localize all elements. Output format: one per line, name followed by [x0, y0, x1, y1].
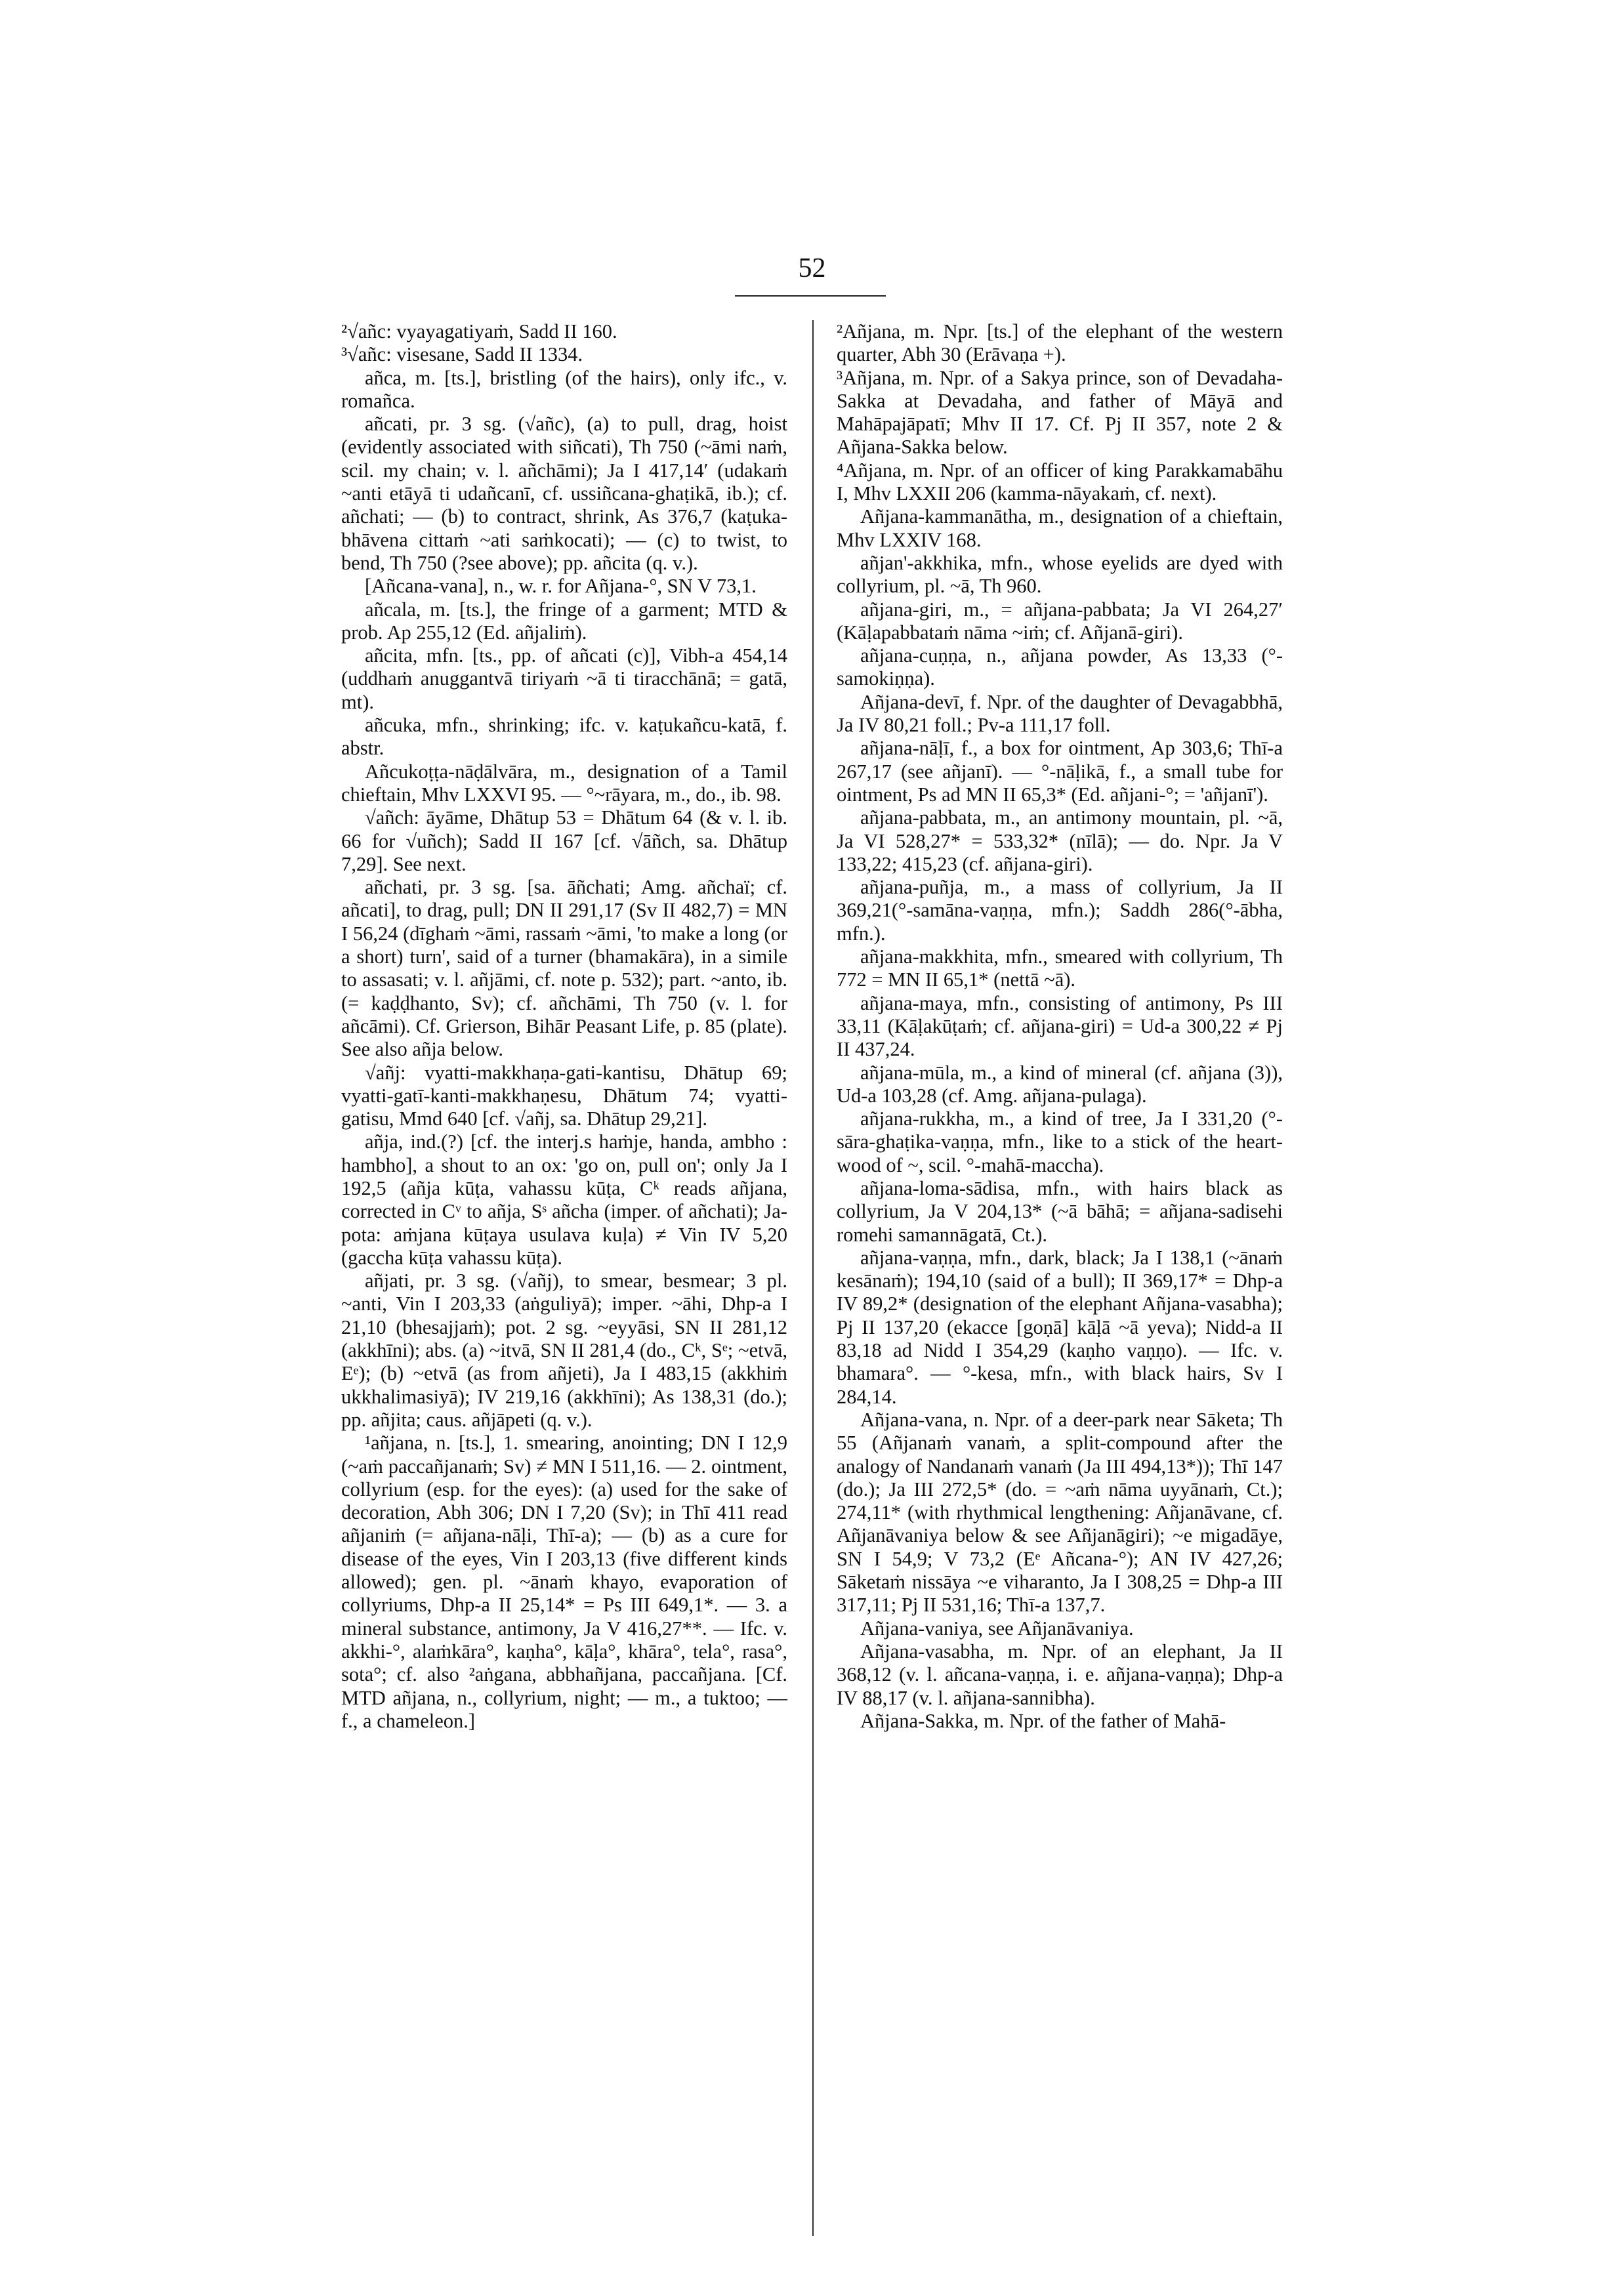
dictionary-entry: [Añcana-vana], n., w. r. for Añjana-°, SN V 73,1. [365, 575, 757, 598]
dictionary-entry: ⁴Añjana, m. Npr. of an officer of king Parakkamabāhu I, Mhv LXXII 206 (kamma-nāyakaṁ, cf. next). [837, 459, 1283, 505]
dictionary-entry: añjana-nāḷī, f., a box for ointment, Ap 303,6; Thī-a 267,17 (see añjanī). — °-nāḷikā, f., a small tube for ointment, Ps ad MN II 65,3* (Ed. añjani-°; = 'añjanī'). [837, 737, 1283, 806]
dictionary-entry: añjana-giri, m., = añjana-pabbata; Ja VI 264,27′ (Kāḷapabbataṁ nāma ~iṁ; cf. Añjanā-giri). [837, 598, 1283, 644]
right-column [837, 320, 1283, 1733]
dictionary-entry: añjati, pr. 3 sg. (√añj), to smear, besmear; 3 pl. ~anti, Vin I 203,33 (aṅguliyā); imper. ~āhi, Dhp-a I 21,10 (bhesajjaṁ); pot. 2 sg. ~eyyāsi, SN II 281,12 (akkhīni); abs. (a) ~itvā, SN II 281,4 (do., Cᵏ, Sᵉ; ~etvā, Eᵉ); (b) ~etvā (as from añjeti), Ja I 483,15 (akkhiṁ ukkhalimasiyā); IV 219,16 (akkhīni); As 138,31 (do.); pp. añjita; caus. añjāpeti (q. v.). [341, 1270, 787, 1431]
header-rule [735, 295, 886, 297]
dictionary-entry: ¹añjana, n. [ts.], 1. smearing, anointing; DN I 12,9 (~aṁ paccañjanaṁ; Sv) ≠ MN I 511,16. — 2. ointment, collyrium (esp. for the eyes): (a) used for the sake of decoration, Abh 306; DN I 7,20 (Sv); in Thī 411 read añjaniṁ (= añjana-nāḷi, Thī-a); — (b) as a cure for disease of the eyes, Vin I 203,13 (five different kinds allowed); gen. pl. ~ānaṁ khayo, evaporation of collyriums, Dhp-a II 25,14* = Ps III 649,1*. — 3. a mineral substance, antimony, Ja V 416,27**. — Ifc. v. akkhi-°, alaṁkāra°, kaṇha°, kāḷa°, khāra°, tela°, rasa°, sota°; cf. also ²aṅgana, abbhañjana, paccañjana. [Cf. MTD añjana, n., collyrium, night; — m., a tuktoo; — f., a chameleon.] [341, 1432, 787, 1732]
dictionary-entry: añjana-maya, mfn., consisting of antimony, Ps III 33,11 (Kāḷakūṭaṁ; cf. añjana-giri) = Ud-a 300,22 ≠ Pj II 437,24. [837, 991, 1283, 1061]
dictionary-entry: añjana-cuṇṇa, n., añjana powder, As 13,33 (°-samokiṇṇa). [837, 644, 1283, 690]
dictionary-entry: añjana-mūla, m., a kind of mineral (cf. añjana (3)), Ud-a 103,28 (cf. Amg. añjana-pulaga). [837, 1061, 1283, 1107]
dictionary-entry: Añjana-Sakka, m. Npr. of the father of Mahā- [860, 1709, 1226, 1732]
dictionary-entry: Añjana-vaniya, see Añjanāvaniya. [860, 1617, 1134, 1640]
dictionary-entry: añjana-loma-sādisa, mfn., with hairs black as collyrium, Ja V 204,13* (~ā bāhā; = añjana-sadisehi romehi samannāgatā, Ct.). [837, 1176, 1283, 1246]
column-divider [812, 320, 814, 2236]
dictionary-entry: añjana-puñja, m., a mass of collyrium, Ja II 369,21(°-samāna-vaṇṇa, mfn.); Saddh 286(°-ābha, mfn.). [837, 876, 1283, 945]
dictionary-entry: añjana-rukkha, m., a kind of tree, Ja I 331,20 (°-sāra-ghaṭika-vaṇṇa, mfn., like to a stick of the heart-wood of ~, scil. °-mahā-maccha). [837, 1107, 1283, 1176]
dictionary-entry: añcala, m. [ts.], the fringe of a garment; MTD & prob. Ap 255,12 (Ed. añjaliṁ). [341, 598, 787, 644]
dictionary-entry: ²√añc: vyayagatiyaṁ, Sadd II 160. [341, 320, 617, 342]
dictionary-entry: añja, ind.(?) [cf. the interj.s haṁje, handa, ambho : hambho], a shout to an ox: 'go on, pull on'; only Ja I 192,5 (añja kūṭa, vahassu kūṭa, Cᵏ reads añjana, corrected in Cᵛ to añja, Sˢ añcha (imper. of añchati); Ja-pota: aṁjana kūṭaya usulava kuḷa) ≠ Vin IV 5,20 (gaccha kūṭa vahassu kūṭa). [341, 1130, 787, 1269]
dictionary-entry: añchati, pr. 3 sg. [sa. āñchati; Amg. añchaï; cf. añcati], to drag, pull; DN II 291,17 (Sv II 482,7) = MN I 56,24 (dīghaṁ ~āmi, rassaṁ ~āmi, 'to make a long (or a short) turn', said of a turner (bhamakāra), in a simile to assasati; v. l. añjāmi, cf. note p. 532); part. ~anto, ib. (= kaḍḍhanto, Sv); cf. añchāmi, Th 750 (v. l. for añcāmi). Cf. Grierson, Bihār Peasant Life, p. 85 (plate). See also añja below. [341, 876, 787, 1061]
dictionary-entry: √añch: āyāme, Dhātup 53 = Dhātum 64 (& v. l. ib. 66 for √uñch); Sadd II 167 [cf. √āñch, sa. Dhātup 7,29]. See next. [341, 806, 787, 875]
dictionary-entry: √añj: vyatti-makkhaṇa-gati-kantisu, Dhātup 69; vyatti-gatī-kanti-makkhaṇesu, Dhātum 74; vyatti-gatisu, Mmd 640 [cf. √añj, sa. Dhātup 29,21]. [341, 1061, 787, 1130]
dictionary-entry: ²Añjana, m. Npr. [ts.] of the elephant of the western quarter, Abh 30 (Erāvaṇa +). [837, 320, 1283, 366]
dictionary-entry: Añjana-kammanātha, m., designation of a chieftain, Mhv LXXIV 168. [837, 505, 1283, 551]
dictionary-entry: ³Añjana, m. Npr. of a Sakya prince, son of Devadaha-Sakka at Devadaha, and father of Māyā and Mahāpajāpatī; Mhv II 17. Cf. Pj II 357, note 2 & Añjana-Sakka below. [837, 366, 1283, 459]
dictionary-entry: añcita, mfn. [ts., pp. of añcati (c)], Vibh-a 454,14 (uddhaṁ anuggantvā tiriyaṁ ~ā ti tiracchānā; = gatā, mt). [341, 644, 787, 713]
left-column [341, 320, 787, 1733]
dictionary-entry: añjana-makkhita, mfn., smeared with collyrium, Th 772 = MN II 65,1* (nettā ~ā). [837, 945, 1283, 991]
dictionary-entry: Añjana-vasabha, m. Npr. of an elephant, Ja II 368,12 (v. l. añcana-vaṇṇa, i. e. añjana-vaṇṇa); Dhp-a IV 88,17 (v. l. añjana-sannibha). [837, 1640, 1283, 1709]
dictionary-entry: añjana-pabbata, m., an antimony mountain, pl. ~ā, Ja VI 528,27* = 533,32* (nīlā); — do. Npr. Ja V 133,22; 415,23 (cf. añjana-giri). [837, 806, 1283, 875]
dictionary-entry: añcati, pr. 3 sg. (√añc), (a) to pull, drag, hoist (evidently associated with siñcati), Th 750 (~āmi naṁ, scil. my chain; v. l. añchāmi); Ja I 417,14′ (udakaṁ ~anti etāyā ti udañcanī, cf. ussiñcana-ghaṭikā, ib.); cf. añchati; — (b) to contract, shrink, As 376,7 (kaṭuka-bhāvena cittaṁ ~ati saṁkocati); — (c) to twist, to bend, Th 750 (?see above); pp. añcita (q. v.). [341, 413, 787, 574]
dictionary-entry: añcuka, mfn., shrinking; ifc. v. kaṭukañcu-katā, f. abstr. [341, 714, 787, 760]
dictionary-entry: añjana-vaṇṇa, mfn., dark, black; Ja I 138,1 (~ānaṁ kesānaṁ); 194,10 (said of a bull); II 369,17* = Dhp-a IV 89,2* (designation of the elephant Añjana-vasabha); Pj II 137,20 (ekacce [goṇā] kāḷā ~ā yeva); Nidd-a II 83,18 ad Nidd I 354,29 (kaṇho vaṇṇo). — Ifc. v. bhamara°. — °-kesa, mfn., with black hairs, Sv I 284,14. [837, 1246, 1283, 1408]
dictionary-entry: añjan'-akkhika, mfn., whose eyelids are dyed with collyrium, pl. ~ā, Th 960. [837, 551, 1283, 598]
dictionary-entry: Añjana-devī, f. Npr. of the daughter of Devagabbhā, Ja IV 80,21 foll.; Pv-a 111,17 foll. [837, 690, 1283, 737]
dictionary-entry: ³√añc: visesane, Sadd II 1334. [341, 343, 583, 366]
dictionary-entry: Añjana-vana, n. Npr. of a deer-park near Sāketa; Th 55 (Añjanaṁ vanaṁ, a split-compound after the analogy of Nandanaṁ vanaṁ (Ja III 494,13*)); Thī 147 (do.); Ja III 272,5* (do. = ~aṁ nāma uyyānaṁ, Ct.); 274,11* (with rhythmical lengthening: Añjanāvane, cf. Añjanāvaniya below & see Añjanāgiri); ~e migadāye, SN I 54,9; V 73,2 (Eᵉ Añcana-°); AN IV 427,26; Sāketaṁ nissāya ~e viharanto, Ja I 308,25 = Dhp-a III 317,11; Pj II 531,16; Thī-a 137,7. [837, 1408, 1283, 1617]
dictionary-entry: Añcukoṭṭa-nāḍālvāra, m., designation of a Tamil chieftain, Mhv LXXVI 95. — °~rāyara, m., do., ib. 98. [341, 760, 787, 806]
dictionary-entry: añca, m. [ts.], bristling (of the hairs), only ifc., v. romañca. [341, 366, 787, 412]
page-number: 52 [798, 253, 826, 283]
